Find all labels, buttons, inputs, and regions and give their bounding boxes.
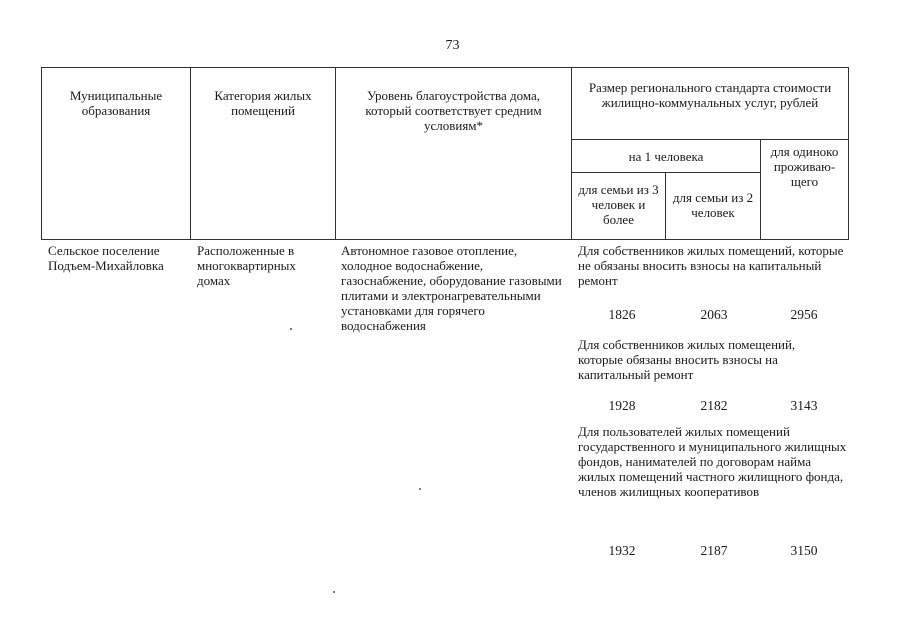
group-label: Для пользователей жилых помещений государственного и муниципального жилищных фондов, нанимателей по договорам найма жилых помещений частного жилищного фонда, членов жилищных кооперативов [578,424,847,499]
header-category [190,67,336,240]
group-label: Для собственников жилых помещений, которые обязаны вносить взносы на капитальный ремонт [578,337,796,382]
value-family-2: 2187 [700,543,728,558]
header-comfort-level-text: Уровень благоустройства дома, который соответствует средним условиям* [365,88,542,133]
value-family-2: 2182 [700,398,728,413]
value-single: 2956 [790,307,818,322]
row-category: Расположенные в многоквартирных домах [197,243,296,288]
header-comfort-level [335,67,572,240]
header-per-person-text: на 1 человека [628,149,704,164]
header-category-text: Категория жилых помещений [214,88,312,118]
scan-speck [419,488,421,490]
scan-speck [333,591,335,593]
header-family-3plus [571,172,666,240]
row-municipality: Сельское поселение Подъем-Михайловка [48,243,164,273]
group-label: Для собственников жилых помещений, которые не обязаны вносить взносы на капитальный ремонт [578,243,844,288]
header-standard-size-text: Размер регионального стандарта стоимости жилищно-коммунальных услуг, рублей [588,80,832,110]
header-per-person [571,139,761,173]
value-family-3plus: 1826 [608,307,636,322]
scan-speck [290,328,292,330]
value-family-2: 2063 [700,307,728,322]
value-single: 3143 [790,398,818,413]
header-municipality [41,67,191,240]
header-family-3plus-text: для семьи из 3 человек и более [578,182,659,227]
header-single [760,139,849,240]
header-family-2 [665,172,761,240]
header-family-2-text: для семьи из 2 человек [672,190,754,220]
row-comfort-level: Автономное газовое отопление, холодное водоснабжение, газоснабжение, оборудование газовыми плитами и электронагревательными установками для горячего водоснабжения [341,243,562,333]
header-standard-size [571,67,849,140]
value-family-3plus: 1932 [608,543,636,558]
value-family-3plus: 1928 [608,398,636,413]
header-municipality-text: Муниципальные образования [69,88,163,118]
value-single: 3150 [790,543,818,558]
header-single-text: для одиноко проживаю-щего [770,144,839,189]
page-number: 73 [445,38,460,53]
